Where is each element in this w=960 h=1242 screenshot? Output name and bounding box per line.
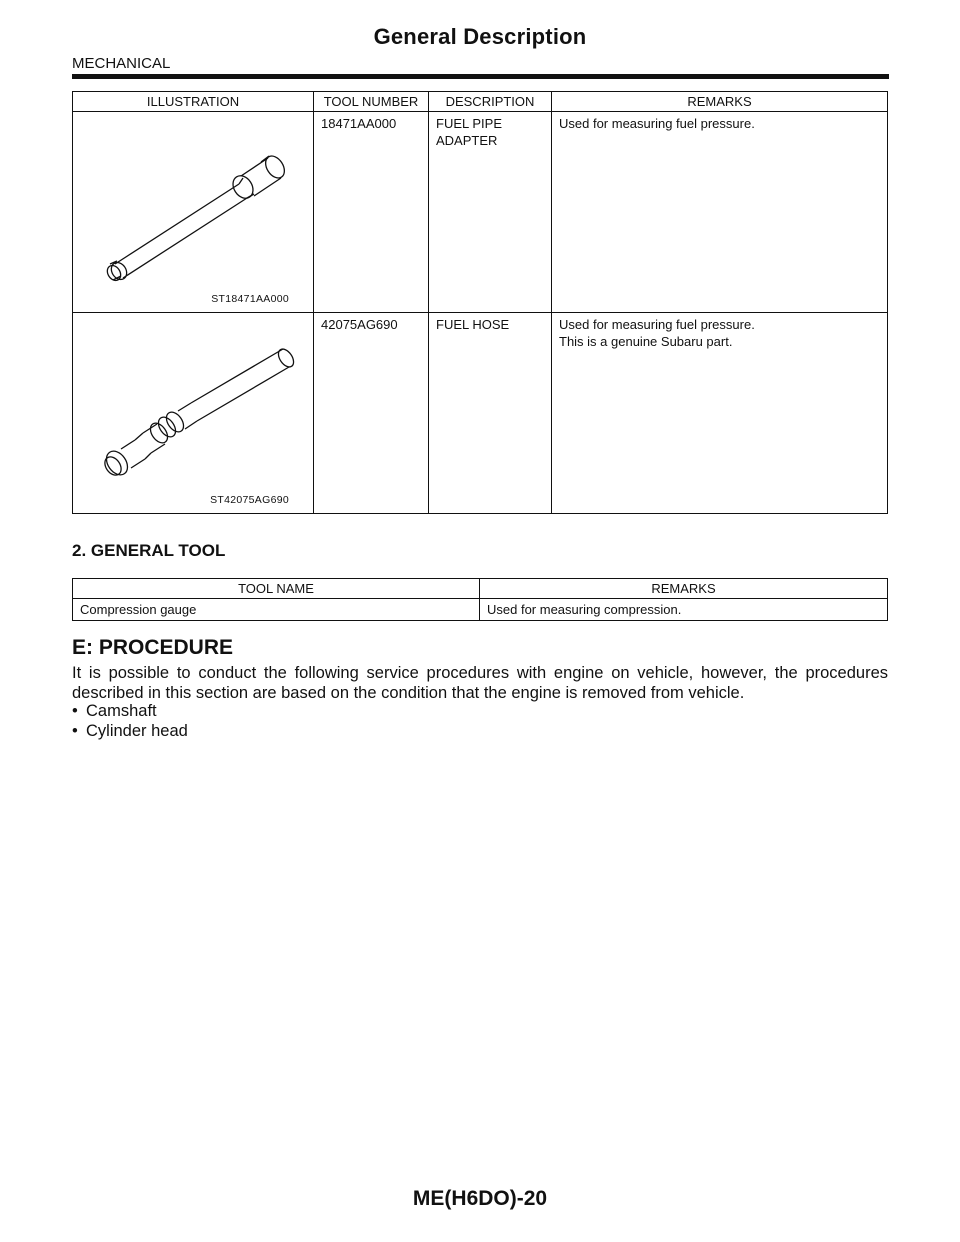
- table-header-row: [73, 579, 888, 599]
- page-title: General Description: [373, 24, 587, 49]
- description-cell: FUEL PIPE ADAPTER: [429, 112, 552, 313]
- column-header-illustration: ILLUSTRATION: [73, 92, 314, 112]
- table-row: [73, 112, 888, 313]
- section-label: MECHANICAL: [72, 55, 171, 72]
- procedure-text: It is possible to conduct the following service procedures with engine on vehicle, however, the procedures described in this section are based on the condition that the engine is removed from vehicle.: [72, 664, 888, 702]
- column-header-remarks: REMARKS: [480, 579, 888, 599]
- column-header-remarks: REMARKS: [552, 92, 888, 112]
- remarks-line: Used for measuring fuel pressure.: [559, 317, 755, 332]
- column-header-tool-name: TOOL NAME: [73, 579, 480, 599]
- procedure-heading: E: PROCEDURE: [72, 636, 234, 659]
- fuel-pipe-adapter-icon: [73, 112, 313, 312]
- special-tools-table: [72, 91, 888, 514]
- general-tool-heading: 2. GENERAL TOOL: [72, 541, 226, 560]
- remarks-cell: [552, 112, 888, 313]
- tool-name-cell: Compression gauge: [73, 599, 480, 621]
- table-row: [73, 313, 888, 514]
- procedure-list: [72, 701, 188, 741]
- remarks-cell: [552, 313, 888, 514]
- table-row: [73, 599, 888, 621]
- page-number: ME(H6DO)-20: [412, 1187, 548, 1210]
- fuel-hose-icon: [73, 313, 313, 513]
- table-header-row: [73, 92, 888, 112]
- column-header-description: DESCRIPTION: [429, 92, 552, 112]
- illustration-cell: [73, 313, 314, 514]
- tool-number-cell: 42075AG690: [314, 313, 429, 514]
- remarks-line: This is a genuine Subaru part.: [559, 334, 733, 349]
- illustration-cell: [73, 112, 314, 313]
- illustration-code: ST42075AG690: [210, 494, 289, 506]
- column-header-tool-number: TOOL NUMBER: [314, 92, 429, 112]
- illustration-code: ST18471AA000: [211, 293, 289, 305]
- list-item: • Camshaft: [72, 701, 188, 721]
- remarks-line: Used for measuring fuel pressure.: [559, 116, 755, 131]
- header-rule: [72, 74, 889, 79]
- remarks-cell: Used for measuring compression.: [480, 599, 888, 621]
- list-item: • Cylinder head: [72, 721, 188, 741]
- description-cell: FUEL HOSE: [429, 313, 552, 514]
- general-tool-table: [72, 578, 888, 621]
- tool-number-cell: 18471AA000: [314, 112, 429, 313]
